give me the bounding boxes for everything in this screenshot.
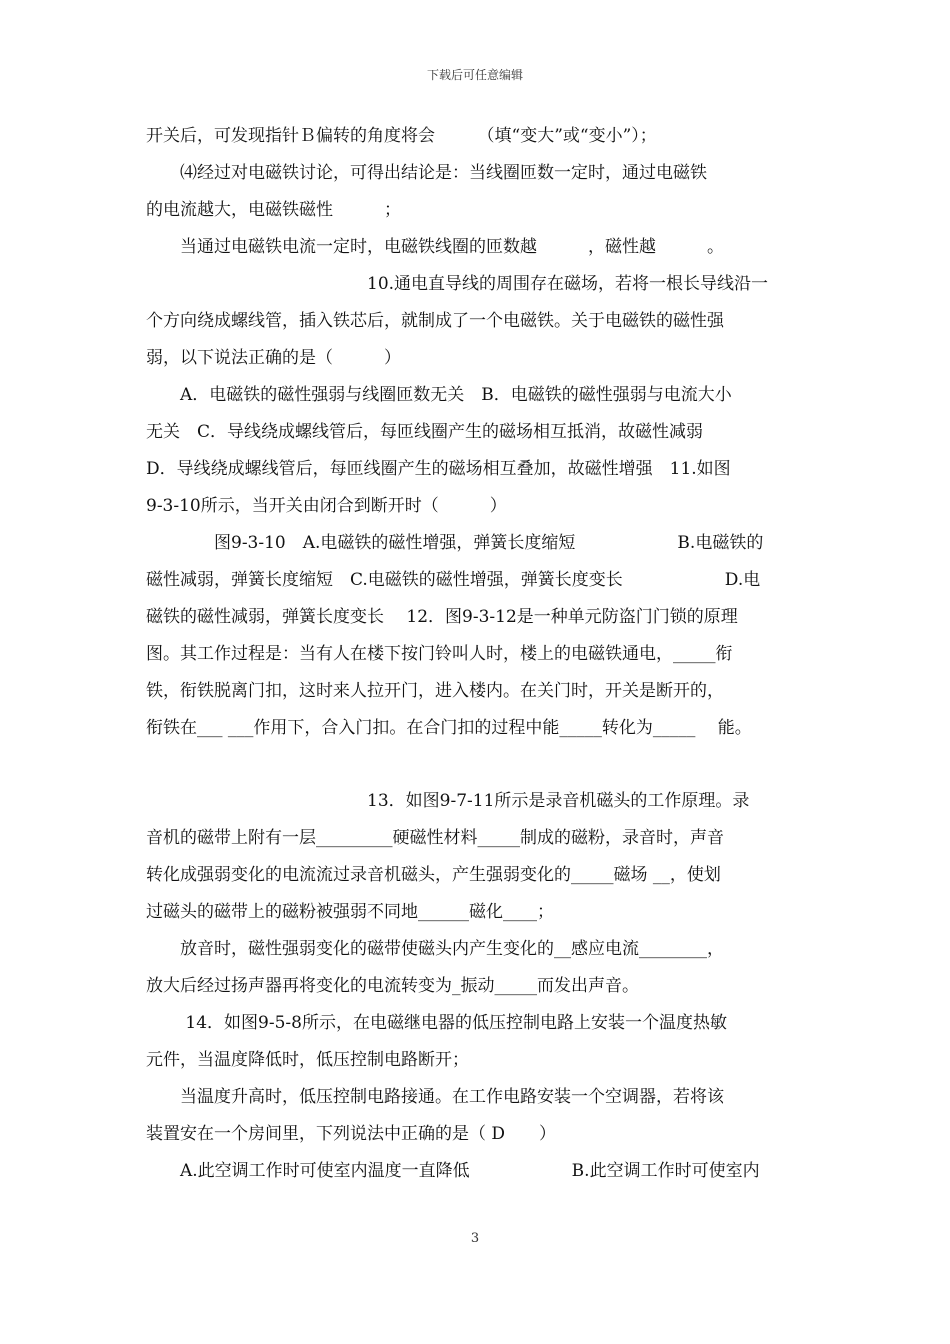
text-line: 个方向绕成螺线管，插入铁芯后，就制成了一个电磁铁。关于电磁铁的磁性强	[146, 311, 724, 331]
page-number: 3	[470, 1231, 480, 1246]
text-line: 装置安在一个房间里，下列说法中正确的是（ D ）	[146, 1124, 557, 1144]
text-line: 9-3-10所示，当开关由闭合到断开时（ ）	[146, 496, 507, 516]
text-line: A．电磁铁的磁性强弱与线圈匝数无关 B．电磁铁的磁性强弱与电流大小	[146, 385, 732, 405]
text-line: D．导线绕成螺线管后，每匝线圈产生的磁场相互叠加，故磁性增强 11.如图	[146, 459, 731, 479]
text-line: 元件，当温度降低时，低压控制电路断开；	[146, 1050, 469, 1070]
text-line: 放音时，磁性强弱变化的磁带使磁头内产生变化的__感应电流________，	[146, 939, 724, 959]
text-line: 图9-3-10 A.电磁铁的磁性增强，弹簧长度缩短 B.电磁铁的	[146, 533, 764, 553]
text-line: 10.通电直导线的周围存在磁场，若将一根长导线沿一	[146, 274, 769, 294]
text-line: 音机的磁带上附有一层_________硬磁性材料_____制成的磁粉，录音时，声音	[146, 828, 724, 848]
page-header: 下载后可任意编辑	[426, 68, 523, 82]
text-line: 磁铁的磁性减弱，弹簧长度变长 12．图9-3-12是一种单元防盗门门锁的原理	[146, 607, 738, 627]
text-line: 当温度升高时，低压控制电路接通。在工作电路安装一个空调器，若将该	[146, 1087, 724, 1107]
text-line: 开关后，可发现指针Ｂ偏转的角度将会 （填“变大”或“变小”）；	[146, 126, 657, 146]
document-body	[146, 118, 808, 1190]
text-line: 铁，衔铁脱离门扣，这时来人拉开门，进入楼内。在关门时，开关是断开的，	[146, 681, 724, 701]
text-line: 14．如图9-5-8所示，在电磁继电器的低压控制电路上安装一个温度热敏	[146, 1013, 727, 1033]
text-line: 转化成强弱变化的电流流过录音机磁头，产生强弱变化的_____磁场 __，使划	[146, 865, 721, 885]
text-line: 图。其工作过程是：当有人在楼下按门铃叫人时，楼上的电磁铁通电，_____衔	[146, 644, 733, 664]
text-line: 过磁头的磁带上的磁粉被强弱不同地______磁化____；	[146, 902, 554, 922]
text-line: A.此空调工作时可使室内温度一直降低 B.此空调工作时可使室内	[146, 1161, 760, 1181]
text-line: ⑷经过对电磁铁讨论，可得出结论是：当线圈匝数一定时，通过电磁铁	[146, 163, 707, 183]
text-line: 的电流越大，电磁铁磁性 ；	[146, 200, 401, 220]
text-line: 衔铁在___ ___作用下，合入门扣。在合门扣的过程中能_____转化为_____ 能。	[146, 718, 752, 738]
text-line: 13．如图9-7-11所示是录音机磁头的工作原理。录	[146, 791, 750, 811]
text-line	[146, 747, 808, 783]
text-line: 放大后经过扬声器再将变化的电流转变为_振动_____而发出声音。	[146, 976, 639, 996]
text-line: 无关 C．导线绕成螺线管后，每匝线圈产生的磁场相互抵消，故磁性减弱	[146, 422, 704, 442]
text-line: 磁性减弱，弹簧长度缩短 C.电磁铁的磁性增强，弹簧长度变长 D.电	[146, 570, 761, 590]
text-line: 当通过电磁铁电流一定时，电磁铁线圈的匝数越 ，磁性越 。	[146, 237, 724, 257]
text-line: 弱，以下说法正确的是（ ）	[146, 348, 401, 368]
